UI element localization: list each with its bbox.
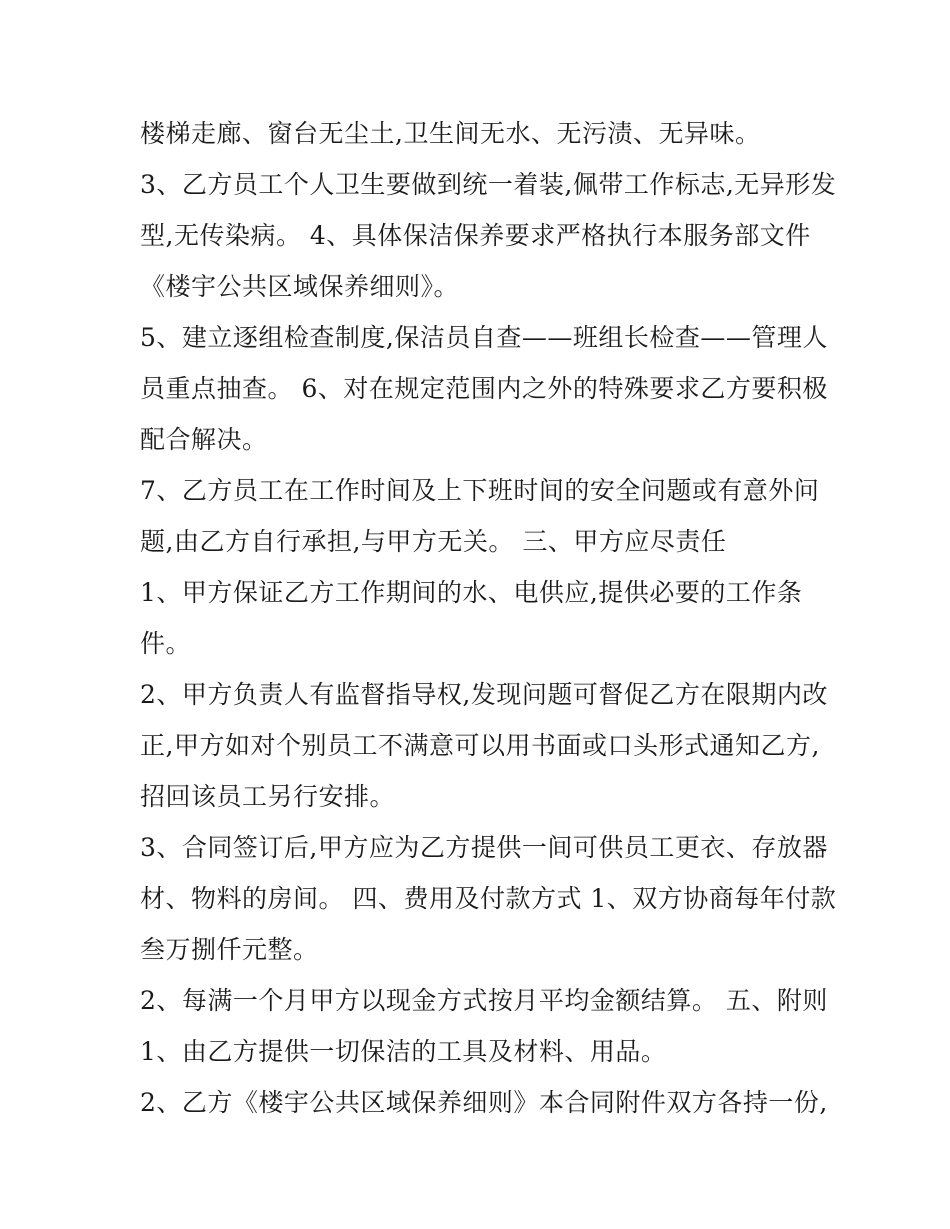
text-line: 叁万捌仟元整。 bbox=[140, 935, 319, 964]
text-line: 配合解决。 bbox=[140, 425, 268, 454]
text-line: 《楼宇公共区域保养细则》。 bbox=[140, 272, 460, 301]
text-line: 1、由乙方提供一切保洁的工具及材料、用品。 bbox=[140, 1037, 667, 1066]
text-line: 3、合同签订后,甲方应为乙方提供一间可供员工更衣、存放器 bbox=[140, 833, 828, 862]
text-line: 材、物料的房间。 四、费用及付款方式 1、双方协商每年付款 bbox=[140, 884, 837, 913]
text-line: 型,无传染病。 4、具体保洁保养要求严格执行本服务部文件 bbox=[140, 221, 811, 250]
text-line: 3、乙方员工个人卫生要做到统一着装,佩带工作标志,无异形发 bbox=[140, 170, 837, 199]
text-line: 2、乙方《楼宇公共区域保养细则》本合同附件双方各持一份, bbox=[140, 1088, 828, 1117]
text-line: 题,由乙方自行承担,与甲方无关。 三、甲方应尽责任 bbox=[140, 527, 727, 556]
text-line: 2、甲方负责人有监督指导权,发现问题可督促乙方在限期内改 bbox=[140, 680, 828, 709]
text-line: 5、建立逐组检查制度,保洁员自查——班组长检查——管理人 bbox=[140, 323, 828, 352]
text-line: 招回该员工另行安排。 bbox=[140, 782, 396, 811]
text-line: 正,甲方如对个别员工不满意可以用书面或口头形式通知乙方, bbox=[140, 731, 820, 760]
text-line: 1、甲方保证乙方工作期间的水、电供应,提供必要的工作条 bbox=[140, 578, 803, 607]
text-line: 7、乙方员工在工作时间及上下班时间的安全问题或有意外问 bbox=[140, 476, 820, 505]
text-line: 楼梯走廊、窗台无尘土,卫生间无水、无污渍、无异味。 bbox=[140, 119, 761, 148]
text-line: 件。 bbox=[140, 629, 192, 658]
text-line: 员重点抽查。 6、对在规定范围内之外的特殊要求乙方要积极 bbox=[140, 374, 828, 403]
text-line: 2、每满一个月甲方以现金方式按月平均金额结算。 五、附则 bbox=[140, 986, 828, 1015]
document-body bbox=[140, 108, 837, 1128]
